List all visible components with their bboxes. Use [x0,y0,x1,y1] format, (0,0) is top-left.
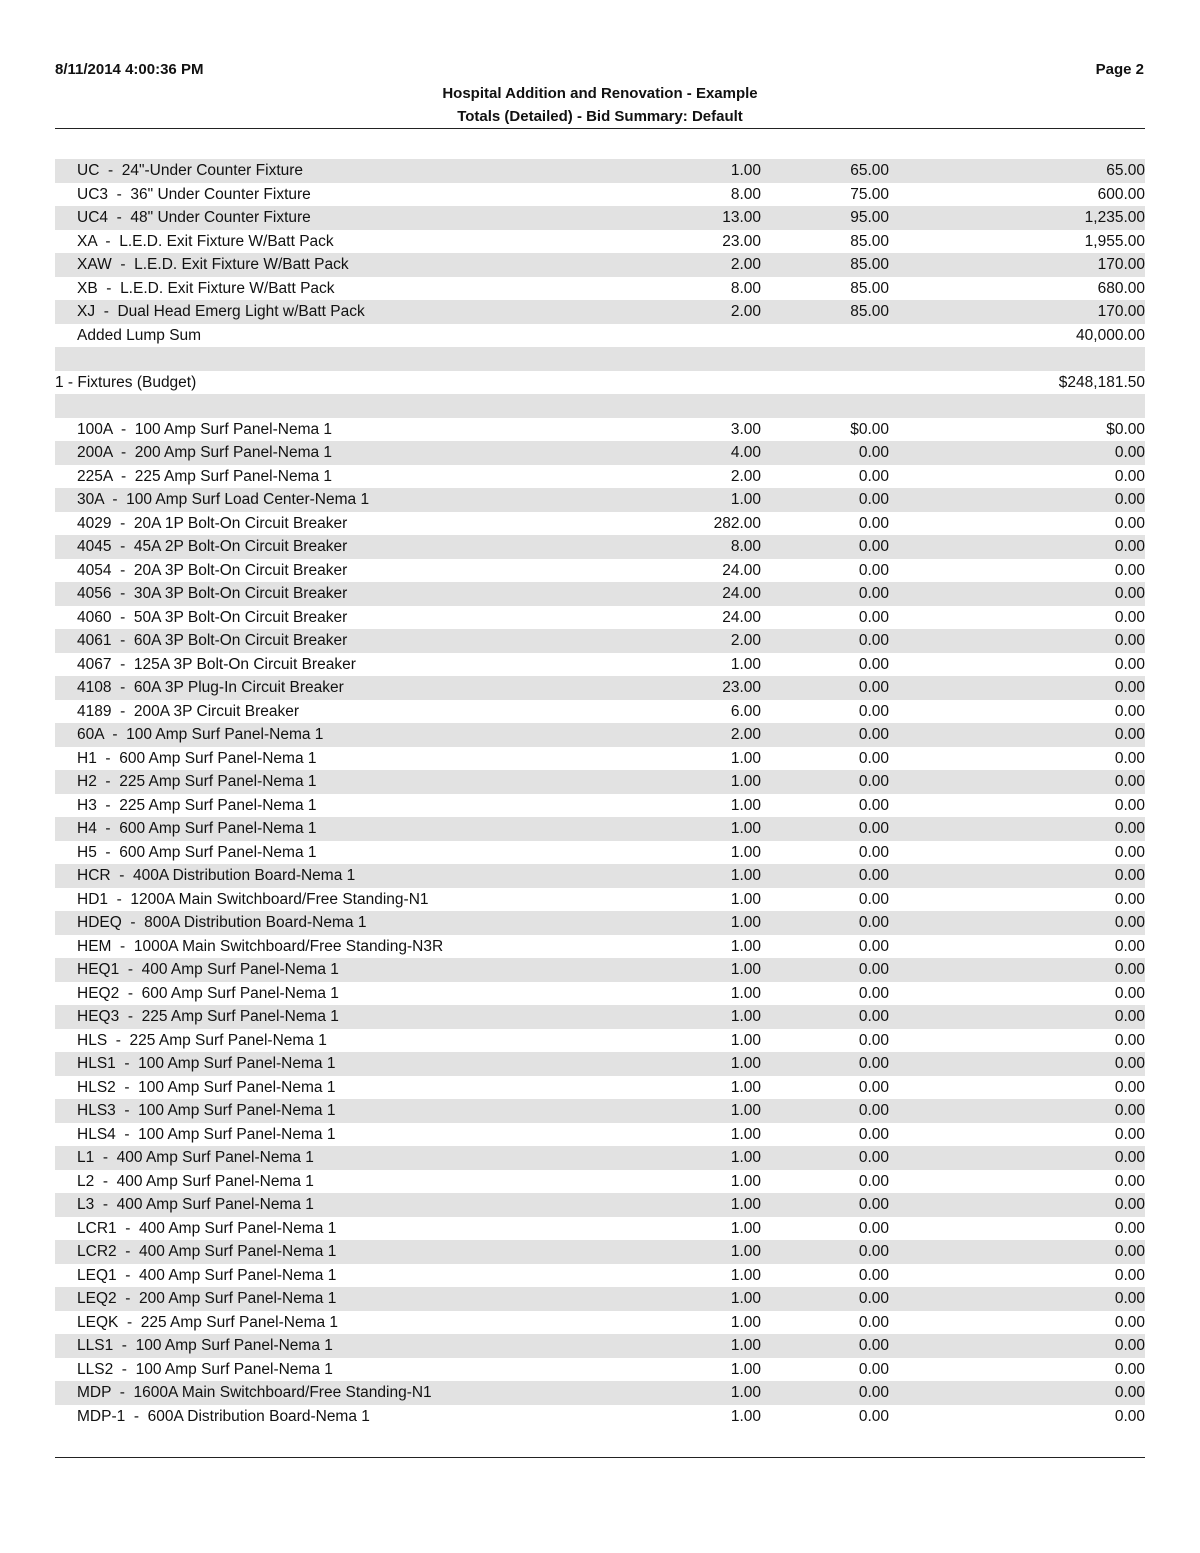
row-unit-price: 85.00 [850,279,889,297]
row-description: XB - L.E.D. Exit Fixture W/Batt Pack [77,279,335,297]
row-description: HEM - 1000A Main Switchboard/Free Standing-N3R [77,937,444,955]
row-quantity: 282.00 [713,514,761,532]
row-description: 30A - 100 Amp Surf Load Center-Nema 1 [77,491,370,508]
row-description: MDP-1 - 600A Distribution Board-Nema 1 [77,1407,370,1425]
table-row [55,394,1145,418]
row-unit-price: 0.00 [858,726,889,743]
table-row [55,253,1145,277]
row-unit-price: 0.00 [858,1172,889,1190]
table-row [55,347,1145,371]
row-unit-price: 0.00 [858,1149,889,1166]
table-row [55,1217,1145,1241]
row-total: 0.00 [1114,1313,1145,1331]
row-unit-price: 0.00 [858,1266,889,1284]
row-quantity: 1.00 [730,1008,761,1025]
row-unit-price: 0.00 [858,608,889,626]
row-description: H4 - 600 Amp Surf Panel-Nema 1 [77,820,317,837]
row-unit-price: 0.00 [858,1055,889,1072]
row-unit-price: 0.00 [858,1008,889,1025]
table-row [55,676,1145,700]
table-row [55,183,1145,207]
row-total: 0.00 [1114,1196,1145,1213]
row-description: H3 - 225 Amp Surf Panel-Nema 1 [77,796,317,814]
row-description: H5 - 600 Amp Surf Panel-Nema 1 [77,843,317,861]
row-description: 4189 - 200A 3P Circuit Breaker [77,702,300,720]
row-quantity: 1.00 [730,1125,761,1143]
table-row [55,606,1145,630]
row-unit-price: 0.00 [858,538,889,555]
table-row [55,747,1145,771]
row-description: XAW - L.E.D. Exit Fixture W/Batt Pack [77,256,349,273]
table-row [55,582,1145,606]
row-unit-price: 0.00 [858,1125,889,1143]
table-row [55,1193,1145,1217]
report-title: Hospital Addition and Renovation - Example [442,85,758,102]
row-unit-price: 0.00 [858,890,889,908]
table-row [55,1170,1145,1194]
row-quantity: 1.00 [730,162,761,179]
table-row [55,206,1145,230]
row-quantity: 1.00 [730,1243,761,1260]
row-description: LLS2 - 100 Amp Surf Panel-Nema 1 [77,1360,333,1378]
row-description: HEQ1 - 400 Amp Surf Panel-Nema 1 [77,961,339,978]
row-unit-price: 0.00 [858,702,889,720]
table-row [55,277,1145,301]
table-row [55,1240,1145,1264]
table-row [55,841,1145,865]
row-unit-price: 0.00 [858,491,889,508]
row-description: UC - 24"-Under Counter Fixture [77,162,304,179]
row-quantity: 1.00 [730,1055,761,1072]
row-quantity: 1.00 [730,1313,761,1331]
row-unit-price: 0.00 [858,1219,889,1237]
table-row [55,653,1145,677]
row-quantity: 1.00 [730,773,761,790]
row-description: LEQ1 - 400 Amp Surf Panel-Nema 1 [77,1266,337,1284]
row-quantity: 1.00 [730,1384,761,1401]
row-description: L1 - 400 Amp Surf Panel-Nema 1 [77,1149,314,1166]
row-quantity: 8.00 [730,538,761,555]
row-total: 0.00 [1114,820,1145,837]
row-quantity: 1.00 [730,1078,761,1096]
row-description: H2 - 225 Amp Surf Panel-Nema 1 [77,773,317,790]
row-description: HLS4 - 100 Amp Surf Panel-Nema 1 [77,1125,336,1143]
row-total: 0.00 [1114,491,1145,508]
row-description: HEQ3 - 225 Amp Surf Panel-Nema 1 [77,1008,339,1025]
row-total: 170.00 [1097,256,1145,273]
row-description: XJ - Dual Head Emerg Light w/Batt Pack [77,303,365,320]
row-unit-price: 75.00 [850,185,889,203]
section-subtotal-row [55,371,1145,395]
row-description: HLS3 - 100 Amp Surf Panel-Nema 1 [77,1102,336,1119]
table-row [55,958,1145,982]
row-total: 0.00 [1114,608,1145,626]
row-total: 0.00 [1114,1407,1145,1425]
row-quantity: 2.00 [730,467,761,485]
table-row [55,488,1145,512]
row-total: 0.00 [1114,1031,1145,1049]
table-row [55,1381,1145,1405]
row-quantity: 2.00 [730,303,761,320]
row-unit-price: 65.00 [850,162,889,179]
line-item-table [55,159,1145,1428]
table-row [55,300,1145,324]
row-unit-price: 85.00 [850,256,889,273]
row-description: 4056 - 30A 3P Bolt-On Circuit Breaker [77,585,348,602]
row-quantity: 1.00 [730,1407,761,1425]
row-total: 0.00 [1114,1008,1145,1025]
row-total: 40,000.00 [1076,326,1145,344]
row-unit-price: 0.00 [858,1290,889,1307]
row-quantity: 1.00 [730,1360,761,1378]
row-quantity: 24.00 [722,585,761,602]
row-quantity: 1.00 [730,961,761,978]
row-description: HLS1 - 100 Amp Surf Panel-Nema 1 [77,1055,336,1072]
row-description: 1 - Fixtures (Budget) [55,373,197,391]
table-row [55,723,1145,747]
row-description: 4029 - 20A 1P Bolt-On Circuit Breaker [77,514,348,532]
table-row [55,465,1145,489]
row-description: HLS - 225 Amp Surf Panel-Nema 1 [77,1031,327,1049]
row-total: 0.00 [1114,561,1145,579]
row-description: HD1 - 1200A Main Switchboard/Free Standing-N1 [77,890,429,908]
row-unit-price: 0.00 [858,444,889,461]
row-quantity: 3.00 [730,420,761,438]
table-row [55,418,1145,442]
row-quantity: 8.00 [730,279,761,297]
table-row [55,324,1145,348]
row-quantity: 4.00 [730,444,761,461]
row-total: 0.00 [1114,984,1145,1002]
row-quantity: 1.00 [730,867,761,884]
row-quantity: 1.00 [730,491,761,508]
row-total: 0.00 [1114,1125,1145,1143]
row-description: H1 - 600 Amp Surf Panel-Nema 1 [77,749,317,767]
row-description: LLS1 - 100 Amp Surf Panel-Nema 1 [77,1337,333,1354]
row-total: 0.00 [1114,1078,1145,1096]
row-unit-price: 0.00 [858,1313,889,1331]
row-quantity: 1.00 [730,1149,761,1166]
table-row [55,982,1145,1006]
row-description: 4067 - 125A 3P Bolt-On Circuit Breaker [77,655,356,673]
table-row [55,1358,1145,1382]
row-unit-price: 85.00 [850,232,889,250]
row-total: 0.00 [1114,937,1145,955]
table-row [55,1287,1145,1311]
row-total: 0.00 [1114,467,1145,485]
row-description: 4061 - 60A 3P Bolt-On Circuit Breaker [77,632,348,649]
table-row [55,1029,1145,1053]
row-unit-price: 0.00 [858,1337,889,1354]
row-quantity: 13.00 [722,209,761,226]
row-unit-price: 0.00 [858,961,889,978]
table-row [55,888,1145,912]
row-unit-price: 0.00 [858,1078,889,1096]
row-unit-price: 0.00 [858,1031,889,1049]
row-unit-price: 0.00 [858,1102,889,1119]
row-quantity: 1.00 [730,1196,761,1213]
row-description: XA - L.E.D. Exit Fixture W/Batt Pack [77,232,334,250]
row-quantity: 1.00 [730,1172,761,1190]
row-description: 4054 - 20A 3P Bolt-On Circuit Breaker [77,561,348,579]
row-description: LCR1 - 400 Amp Surf Panel-Nema 1 [77,1219,337,1237]
row-description: HCR - 400A Distribution Board-Nema 1 [77,867,356,884]
row-quantity: 1.00 [730,655,761,673]
row-unit-price: 0.00 [858,679,889,696]
row-total: 0.00 [1114,444,1145,461]
row-quantity: 24.00 [722,561,761,579]
row-quantity: 23.00 [722,679,761,696]
row-total: 600.00 [1097,185,1145,203]
row-unit-price: 0.00 [858,1243,889,1260]
row-description: HEQ2 - 600 Amp Surf Panel-Nema 1 [77,984,339,1002]
row-description: LEQK - 225 Amp Surf Panel-Nema 1 [77,1313,339,1331]
row-unit-price: 0.00 [858,984,889,1002]
table-row [55,629,1145,653]
row-quantity: 2.00 [730,726,761,743]
row-total: 0.00 [1114,749,1145,767]
row-unit-price: 0.00 [858,1384,889,1401]
row-total: $248,181.50 [1058,373,1145,391]
row-quantity: 23.00 [722,232,761,250]
row-unit-price: 0.00 [858,632,889,649]
row-description: L2 - 400 Amp Surf Panel-Nema 1 [77,1172,314,1190]
table-row [55,535,1145,559]
row-quantity: 1.00 [730,1031,761,1049]
row-quantity: 6.00 [730,702,761,720]
row-total: 0.00 [1114,514,1145,532]
row-unit-price: 0.00 [858,773,889,790]
table-row [55,864,1145,888]
row-quantity: 2.00 [730,632,761,649]
row-total: 0.00 [1114,1102,1145,1119]
row-quantity: 1.00 [730,1266,761,1284]
row-total: 65.00 [1106,162,1145,179]
row-unit-price: 0.00 [858,914,889,931]
row-unit-price: 95.00 [850,209,889,226]
table-row [55,230,1145,254]
row-quantity: 1.00 [730,1102,761,1119]
table-row [55,1099,1145,1123]
row-description: UC3 - 36" Under Counter Fixture [77,185,311,203]
row-description: HDEQ - 800A Distribution Board-Nema 1 [77,914,367,931]
row-total: 0.00 [1114,632,1145,649]
table-row [55,1052,1145,1076]
row-total: 0.00 [1114,914,1145,931]
table-row [55,817,1145,841]
table-row [55,1311,1145,1335]
table-row [55,911,1145,935]
footer-divider [55,1457,1145,1458]
row-unit-price: 0.00 [858,843,889,861]
row-unit-price: 0.00 [858,467,889,485]
row-total: 0.00 [1114,890,1145,908]
table-row [55,1076,1145,1100]
row-description: 4060 - 50A 3P Bolt-On Circuit Breaker [77,608,348,626]
table-row [55,935,1145,959]
row-quantity: 1.00 [730,796,761,814]
row-description: 100A - 100 Amp Surf Panel-Nema 1 [77,420,333,438]
row-total: 0.00 [1114,796,1145,814]
row-total: 0.00 [1114,1337,1145,1354]
page-number: Page 2 [1095,61,1144,78]
row-unit-price: $0.00 [850,420,889,438]
row-unit-price: 0.00 [858,585,889,602]
row-total: 0.00 [1114,1360,1145,1378]
row-quantity: 1.00 [730,1219,761,1237]
row-description: L3 - 400 Amp Surf Panel-Nema 1 [77,1196,314,1213]
row-description: 225A - 225 Amp Surf Panel-Nema 1 [77,467,333,485]
row-quantity: 1.00 [730,820,761,837]
row-total: 1,955.00 [1084,232,1145,250]
row-total: 0.00 [1114,843,1145,861]
row-quantity: 1.00 [730,937,761,955]
row-quantity: 1.00 [730,843,761,861]
report-subtitle: Totals (Detailed) - Bid Summary: Default [457,108,743,125]
header-divider [55,128,1145,129]
row-total: 0.00 [1114,585,1145,602]
table-row [55,1405,1145,1429]
row-unit-price: 0.00 [858,820,889,837]
table-row [55,159,1145,183]
row-quantity: 1.00 [730,1337,761,1354]
row-total: 0.00 [1114,1290,1145,1307]
row-unit-price: 0.00 [858,561,889,579]
row-description: LCR2 - 400 Amp Surf Panel-Nema 1 [77,1243,337,1260]
report-timestamp: 8/11/2014 4:00:36 PM [55,61,204,78]
row-quantity: 1.00 [730,914,761,931]
table-row [55,559,1145,583]
table-row [55,1146,1145,1170]
table-row [55,1123,1145,1147]
row-total: 1,235.00 [1084,209,1145,226]
row-total: 0.00 [1114,726,1145,743]
row-description: 200A - 200 Amp Surf Panel-Nema 1 [77,444,333,461]
row-description: 4045 - 45A 2P Bolt-On Circuit Breaker [77,538,348,555]
row-total: 0.00 [1114,867,1145,884]
row-total: $0.00 [1106,420,1145,438]
row-total: 0.00 [1114,655,1145,673]
row-unit-price: 0.00 [858,514,889,532]
row-description: 60A - 100 Amp Surf Panel-Nema 1 [77,726,324,743]
row-total: 0.00 [1114,1243,1145,1260]
row-total: 0.00 [1114,773,1145,790]
row-unit-price: 0.00 [858,937,889,955]
row-total: 0.00 [1114,961,1145,978]
row-total: 680.00 [1097,279,1145,297]
row-unit-price: 0.00 [858,1196,889,1213]
table-row [55,770,1145,794]
row-total: 0.00 [1114,1219,1145,1237]
table-row [55,1264,1145,1288]
row-total: 0.00 [1114,702,1145,720]
row-description: LEQ2 - 200 Amp Surf Panel-Nema 1 [77,1290,337,1307]
table-row [55,512,1145,536]
row-total: 0.00 [1114,1149,1145,1166]
table-row [55,441,1145,465]
row-total: 0.00 [1114,1266,1145,1284]
row-unit-price: 85.00 [850,303,889,320]
row-unit-price: 0.00 [858,1360,889,1378]
table-row [55,794,1145,818]
row-total: 0.00 [1114,1384,1145,1401]
table-row [55,1334,1145,1358]
row-unit-price: 0.00 [858,1407,889,1425]
row-quantity: 1.00 [730,749,761,767]
row-quantity: 1.00 [730,890,761,908]
table-row [55,1005,1145,1029]
row-description: Added Lump Sum [77,326,202,344]
row-total: 0.00 [1114,1055,1145,1072]
row-quantity: 2.00 [730,256,761,273]
row-unit-price: 0.00 [858,749,889,767]
row-total: 0.00 [1114,679,1145,696]
row-quantity: 8.00 [730,185,761,203]
row-unit-price: 0.00 [858,655,889,673]
row-description: HLS2 - 100 Amp Surf Panel-Nema 1 [77,1078,336,1096]
row-quantity: 1.00 [730,1290,761,1307]
row-description: UC4 - 48" Under Counter Fixture [77,209,311,226]
row-quantity: 1.00 [730,984,761,1002]
row-total: 0.00 [1114,1172,1145,1190]
row-total: 170.00 [1097,303,1145,320]
row-total: 0.00 [1114,538,1145,555]
row-description: 4108 - 60A 3P Plug-In Circuit Breaker [77,679,344,696]
table-row [55,700,1145,724]
row-unit-price: 0.00 [858,796,889,814]
row-description: MDP - 1600A Main Switchboard/Free Standing-N1 [77,1384,432,1401]
row-quantity: 24.00 [722,608,761,626]
row-unit-price: 0.00 [858,867,889,884]
